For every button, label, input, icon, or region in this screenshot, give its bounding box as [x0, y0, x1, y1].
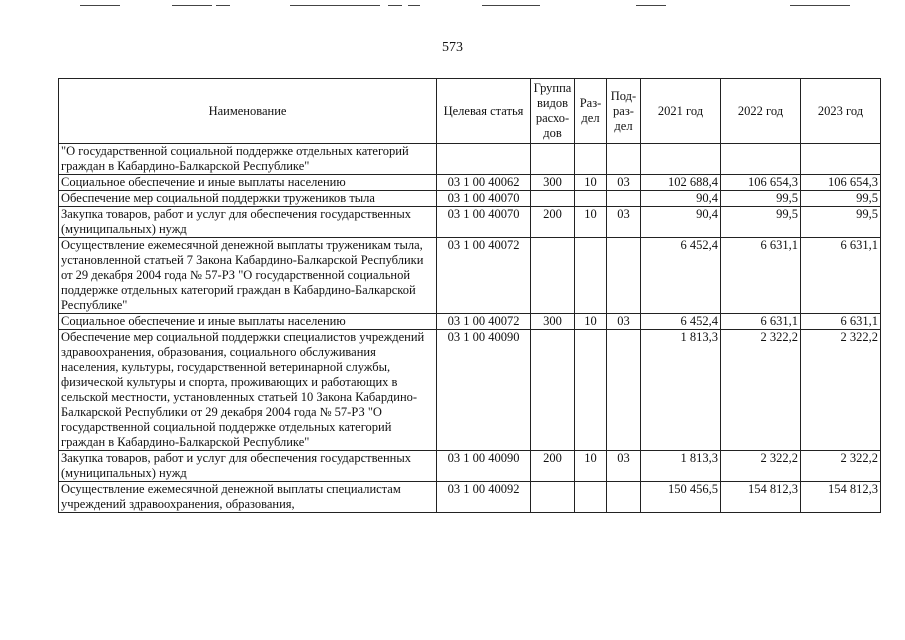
row-section — [575, 144, 607, 175]
row-2022: 154 812,3 — [721, 482, 801, 513]
row-group — [531, 191, 575, 207]
row-2021: 1 813,3 — [641, 330, 721, 451]
table-row — [59, 144, 881, 175]
row-subsection: 03 — [607, 207, 641, 238]
row-group — [531, 482, 575, 513]
row-subsection: 03 — [607, 175, 641, 191]
header-row — [59, 79, 881, 144]
row-name: Закупка товаров, работ и услуг для обеспечения государственных (муниципальных) нужд — [59, 207, 437, 238]
row-subsection: 03 — [607, 451, 641, 482]
row-target: 03 1 00 40062 — [437, 175, 531, 191]
row-2022: 6 631,1 — [721, 238, 801, 314]
row-2022: 99,5 — [721, 191, 801, 207]
header-group: Группа видов расхо-дов — [531, 79, 575, 144]
header-2022: 2022 год — [721, 79, 801, 144]
row-section — [575, 482, 607, 513]
header-2021: 2021 год — [641, 79, 721, 144]
row-2022: 2 322,2 — [721, 451, 801, 482]
row-name: "О государственной социальной поддержке отдельных категорий граждан в Кабардино-Балкарской Республике" — [59, 144, 437, 175]
budget-table — [58, 78, 881, 513]
table-row — [59, 314, 881, 330]
row-group: 300 — [531, 314, 575, 330]
row-subsection — [607, 144, 641, 175]
row-2021: 90,4 — [641, 191, 721, 207]
row-name: Осуществление ежемесячной денежной выплаты труженикам тыла, установленной статьей 7 Закона Кабардино-Балкарской Республики от 29 декабря 2004 года № 57-РЗ "О государственной социальной поддержке отдельных категорий граждан в Кабардино-Балкарской Республике" — [59, 238, 437, 314]
row-section: 10 — [575, 314, 607, 330]
row-section: 10 — [575, 175, 607, 191]
row-2023: 154 812,3 — [801, 482, 881, 513]
row-2023: 2 322,2 — [801, 451, 881, 482]
row-2023: 106 654,3 — [801, 175, 881, 191]
row-2023: 99,5 — [801, 191, 881, 207]
row-2021: 102 688,4 — [641, 175, 721, 191]
row-2021 — [641, 144, 721, 175]
header-2023: 2023 год — [801, 79, 881, 144]
table-row — [59, 482, 881, 513]
row-group: 300 — [531, 175, 575, 191]
row-group — [531, 144, 575, 175]
row-subsection — [607, 238, 641, 314]
header-subsection: Под-раз-дел — [607, 79, 641, 144]
table-row — [59, 191, 881, 207]
row-name: Обеспечение мер социальной поддержки специалистов учреждений здравоохранения, образования, социального обслуживания населения, культуры, государственной ветеринарной службы, физической культуры и спорта, проживающих и работающих в сельской местности, установленных статьей 10 Закона Кабардино-Балкарской Республики от 29 декабря 2004 года № 57-РЗ "О государственной социальной поддержке отдельных категорий граждан в Кабардино-Балкарской Республике" — [59, 330, 437, 451]
row-subsection: 03 — [607, 314, 641, 330]
row-2021: 6 452,4 — [641, 238, 721, 314]
row-group — [531, 330, 575, 451]
page-number: 573 — [442, 40, 463, 55]
scan-top-marks — [0, 0, 905, 14]
row-name: Обеспечение мер социальной поддержки тружеников тыла — [59, 191, 437, 207]
row-group: 200 — [531, 207, 575, 238]
row-section — [575, 191, 607, 207]
row-group: 200 — [531, 451, 575, 482]
row-2022: 2 322,2 — [721, 330, 801, 451]
row-target: 03 1 00 40072 — [437, 238, 531, 314]
row-target: 03 1 00 40090 — [437, 451, 531, 482]
header-name: Наименование — [59, 79, 437, 144]
table-row — [59, 175, 881, 191]
table-row — [59, 451, 881, 482]
row-2021: 1 813,3 — [641, 451, 721, 482]
row-2022: 106 654,3 — [721, 175, 801, 191]
header-section: Раз-дел — [575, 79, 607, 144]
table-row — [59, 207, 881, 238]
row-2023: 2 322,2 — [801, 330, 881, 451]
row-target — [437, 144, 531, 175]
row-2022: 99,5 — [721, 207, 801, 238]
row-2023: 99,5 — [801, 207, 881, 238]
row-2022: 6 631,1 — [721, 314, 801, 330]
row-2023 — [801, 144, 881, 175]
row-target: 03 1 00 40072 — [437, 314, 531, 330]
row-target: 03 1 00 40092 — [437, 482, 531, 513]
row-name: Осуществление ежемесячной денежной выплаты специалистам учреждений здравоохранения, образования, — [59, 482, 437, 513]
row-subsection — [607, 482, 641, 513]
row-name: Социальное обеспечение и иные выплаты населению — [59, 175, 437, 191]
table-row — [59, 238, 881, 314]
row-2021: 6 452,4 — [641, 314, 721, 330]
row-target: 03 1 00 40070 — [437, 207, 531, 238]
row-name: Закупка товаров, работ и услуг для обеспечения государственных (муниципальных) нужд — [59, 451, 437, 482]
header-target: Целевая статья — [437, 79, 531, 144]
row-2021: 150 456,5 — [641, 482, 721, 513]
table-row — [59, 330, 881, 451]
row-2021: 90,4 — [641, 207, 721, 238]
row-target: 03 1 00 40090 — [437, 330, 531, 451]
row-section — [575, 238, 607, 314]
row-group — [531, 238, 575, 314]
row-name: Социальное обеспечение и иные выплаты населению — [59, 314, 437, 330]
row-2022 — [721, 144, 801, 175]
row-subsection — [607, 330, 641, 451]
row-section — [575, 330, 607, 451]
row-section: 10 — [575, 451, 607, 482]
row-target: 03 1 00 40070 — [437, 191, 531, 207]
row-subsection — [607, 191, 641, 207]
row-2023: 6 631,1 — [801, 314, 881, 330]
row-section: 10 — [575, 207, 607, 238]
row-2023: 6 631,1 — [801, 238, 881, 314]
